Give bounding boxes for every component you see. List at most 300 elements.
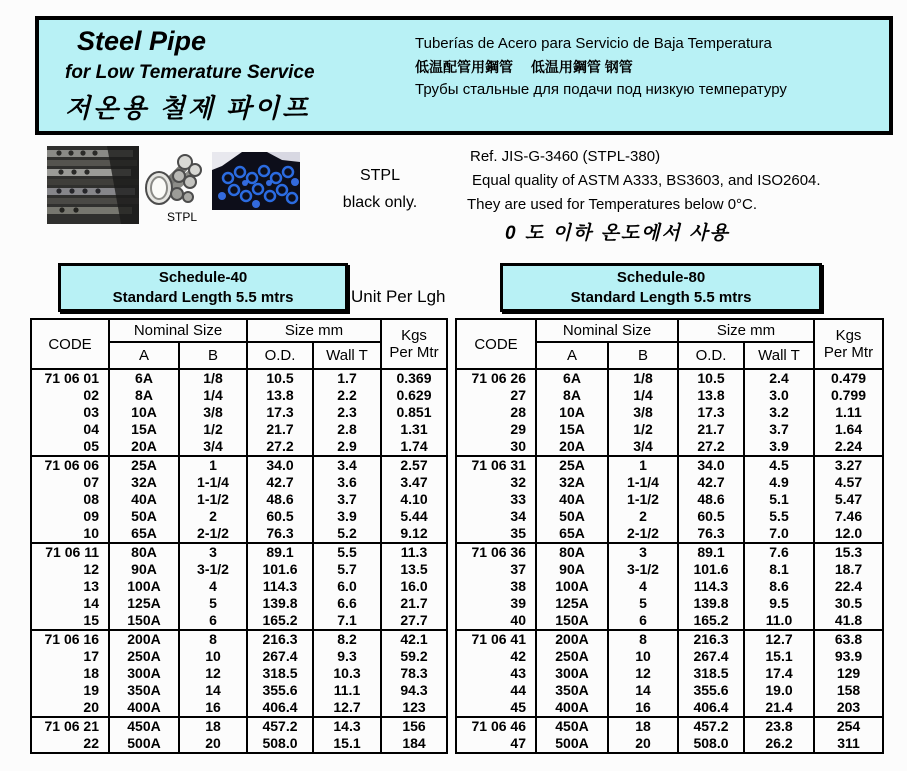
wall-t-cell: 3.2 bbox=[744, 404, 814, 421]
table-row bbox=[31, 612, 447, 630]
nominal-b-cell: 14 bbox=[608, 682, 678, 699]
nominal-a-cell: 90A bbox=[536, 561, 608, 578]
kgs-cell: 158 bbox=[814, 682, 883, 699]
nominal-a-cell: 8A bbox=[109, 387, 179, 404]
wall-t-header: Wall T bbox=[744, 342, 814, 369]
page-subtitle: for Low Temerature Service bbox=[65, 62, 315, 83]
nominal-a-cell: 350A bbox=[536, 682, 608, 699]
page-title: Steel Pipe bbox=[77, 26, 207, 56]
nominal-a-cell: 250A bbox=[536, 648, 608, 665]
wall-t-cell: 9.5 bbox=[744, 595, 814, 612]
nominal-b-cell: 1-1/2 bbox=[608, 491, 678, 508]
code-cell: 27 bbox=[456, 387, 536, 404]
od-cell: 267.4 bbox=[247, 648, 313, 665]
nominal-a-cell: 10A bbox=[109, 404, 179, 421]
code-cell: 20 bbox=[31, 699, 109, 717]
code-cell: 38 bbox=[456, 578, 536, 595]
nominal-a-cell: 80A bbox=[536, 543, 608, 561]
nominal-a-cell: 8A bbox=[536, 387, 608, 404]
code-cell: 40 bbox=[456, 612, 536, 630]
nominal-b-cell: 3 bbox=[608, 543, 678, 561]
kgs-cell: 1.31 bbox=[381, 421, 447, 438]
wall-t-cell: 5.7 bbox=[313, 561, 381, 578]
nominal-a-cell: 200A bbox=[536, 630, 608, 648]
kgs-cell: 0.369 bbox=[381, 369, 447, 387]
code-cell: 32 bbox=[456, 474, 536, 491]
nominal-b-cell: 8 bbox=[179, 630, 247, 648]
table-row bbox=[456, 648, 883, 665]
table-row bbox=[456, 404, 883, 421]
kgs-cell: 30.5 bbox=[814, 595, 883, 612]
wall-t-cell: 23.8 bbox=[744, 717, 814, 735]
od-cell: 101.6 bbox=[678, 561, 744, 578]
nominal-b-cell: 1/4 bbox=[179, 387, 247, 404]
wall-t-cell: 14.3 bbox=[313, 717, 381, 735]
nominal-a-cell: 6A bbox=[109, 369, 179, 387]
nominal-b-cell: 1 bbox=[608, 456, 678, 474]
stacked-pipes-photo bbox=[47, 146, 139, 224]
od-cell: 216.3 bbox=[678, 630, 744, 648]
kgs-cell: 0.629 bbox=[381, 387, 447, 404]
nominal-b-cell: 3/8 bbox=[608, 404, 678, 421]
code-cell: 09 bbox=[31, 508, 109, 525]
nominal-b-cell: 1-1/4 bbox=[179, 474, 247, 491]
table-row bbox=[31, 665, 447, 682]
od-cell: 17.3 bbox=[247, 404, 313, 421]
code-cell: 71 06 46 bbox=[456, 717, 536, 735]
table-row bbox=[456, 369, 883, 387]
kgs-cell: 4.10 bbox=[381, 491, 447, 508]
od-cell: 165.2 bbox=[247, 612, 313, 630]
code-cell: 35 bbox=[456, 525, 536, 543]
table-row bbox=[31, 421, 447, 438]
kgs-cell: 4.57 bbox=[814, 474, 883, 491]
unit-per-length-label: Unit Per Lgh bbox=[351, 287, 446, 306]
table-row bbox=[456, 699, 883, 717]
kgs-cell: 41.8 bbox=[814, 612, 883, 630]
wall-t-cell: 5.2 bbox=[313, 525, 381, 543]
nominal-b-cell: 8 bbox=[608, 630, 678, 648]
od-cell: 355.6 bbox=[247, 682, 313, 699]
wall-t-cell: 26.2 bbox=[744, 735, 814, 753]
kgs-cell: 59.2 bbox=[381, 648, 447, 665]
nominal-b-cell: 5 bbox=[608, 595, 678, 612]
blue-pipes-photo bbox=[212, 152, 300, 210]
nominal-a-cell: 40A bbox=[109, 491, 179, 508]
nominal-a-cell: 15A bbox=[536, 421, 608, 438]
wall-t-cell: 2.3 bbox=[313, 404, 381, 421]
od-header: O.D. bbox=[247, 342, 313, 369]
code-cell: 08 bbox=[31, 491, 109, 508]
table-row bbox=[31, 508, 447, 525]
code-cell: 07 bbox=[31, 474, 109, 491]
table-row bbox=[31, 630, 447, 648]
code-cell: 18 bbox=[31, 665, 109, 682]
schedule-40-header bbox=[58, 263, 348, 312]
wall-t-cell: 2.2 bbox=[313, 387, 381, 404]
wall-t-header: Wall T bbox=[313, 342, 381, 369]
nominal-b-cell: 14 bbox=[179, 682, 247, 699]
wall-t-cell: 7.1 bbox=[313, 612, 381, 630]
nominal-a-cell: 100A bbox=[109, 578, 179, 595]
code-cell: 04 bbox=[31, 421, 109, 438]
od-cell: 76.3 bbox=[247, 525, 313, 543]
od-cell: 17.3 bbox=[678, 404, 744, 421]
nominal-b-cell: 12 bbox=[608, 665, 678, 682]
nominal-a-cell: 125A bbox=[536, 595, 608, 612]
kgs-cell: 16.0 bbox=[381, 578, 447, 595]
table-row bbox=[31, 595, 447, 612]
nominal-a-cell: 100A bbox=[536, 578, 608, 595]
size-mm-header: Size mm bbox=[247, 319, 381, 342]
schedule-40-title: Schedule-40 bbox=[158, 269, 248, 286]
table-row bbox=[31, 578, 447, 595]
od-cell: 457.2 bbox=[247, 717, 313, 735]
table-row bbox=[31, 735, 447, 753]
wall-t-cell: 3.0 bbox=[744, 387, 814, 404]
od-cell: 165.2 bbox=[678, 612, 744, 630]
wall-t-cell: 5.5 bbox=[744, 508, 814, 525]
kgs-cell: 78.3 bbox=[381, 665, 447, 682]
kgs-per-mtr-header bbox=[381, 319, 447, 369]
kgs-cell: 93.9 bbox=[814, 648, 883, 665]
nominal-b-cell: 20 bbox=[179, 735, 247, 753]
code-cell: 44 bbox=[456, 682, 536, 699]
table-row bbox=[456, 387, 883, 404]
code-cell: 43 bbox=[456, 665, 536, 682]
kgs-cell: 9.12 bbox=[381, 525, 447, 543]
nominal-a-cell: 10A bbox=[536, 404, 608, 421]
wall-t-cell: 3.9 bbox=[744, 438, 814, 456]
nominal-a-cell: 150A bbox=[536, 612, 608, 630]
od-cell: 13.8 bbox=[247, 387, 313, 404]
od-cell: 406.4 bbox=[678, 699, 744, 717]
table-row bbox=[31, 717, 447, 735]
code-cell: 37 bbox=[456, 561, 536, 578]
nominal-a-header: A bbox=[109, 342, 179, 369]
table-row bbox=[31, 404, 447, 421]
kgs-cell: 123 bbox=[381, 699, 447, 717]
kgs-cell: 129 bbox=[814, 665, 883, 682]
code-cell: 19 bbox=[31, 682, 109, 699]
nominal-a-cell: 125A bbox=[109, 595, 179, 612]
table-row bbox=[31, 543, 447, 561]
reference-standard: Ref. JIS-G-3460 (STPL-380) bbox=[470, 148, 661, 165]
equal-quality-note: Equal quality of ASTM A333, BS3603, and ISO2604. bbox=[472, 172, 821, 189]
nominal-a-cell: 300A bbox=[536, 665, 608, 682]
wall-t-cell: 9.3 bbox=[313, 648, 381, 665]
code-cell: 42 bbox=[456, 648, 536, 665]
table-row bbox=[456, 543, 883, 561]
wall-t-cell: 3.4 bbox=[313, 456, 381, 474]
nominal-a-cell: 50A bbox=[536, 508, 608, 525]
kgs-cell: 3.27 bbox=[814, 456, 883, 474]
table-row bbox=[31, 682, 447, 699]
code-cell: 30 bbox=[456, 438, 536, 456]
od-cell: 89.1 bbox=[678, 543, 744, 561]
od-cell: 48.6 bbox=[247, 491, 313, 508]
nominal-b-cell: 2 bbox=[608, 508, 678, 525]
table-row bbox=[31, 491, 447, 508]
kgs-cell: 21.7 bbox=[381, 595, 447, 612]
nominal-b-cell: 1/2 bbox=[179, 421, 247, 438]
nominal-b-cell: 16 bbox=[608, 699, 678, 717]
wall-t-cell: 6.0 bbox=[313, 578, 381, 595]
nominal-a-cell: 200A bbox=[109, 630, 179, 648]
table-row bbox=[456, 491, 883, 508]
code-cell: 13 bbox=[31, 578, 109, 595]
wall-t-cell: 2.8 bbox=[313, 421, 381, 438]
od-cell: 355.6 bbox=[678, 682, 744, 699]
kgs-cell: 0.479 bbox=[814, 369, 883, 387]
code-cell: 45 bbox=[456, 699, 536, 717]
code-cell: 71 06 11 bbox=[31, 543, 109, 561]
nominal-b-cell: 2-1/2 bbox=[608, 525, 678, 543]
nominal-b-cell: 1/2 bbox=[608, 421, 678, 438]
nominal-b-cell: 6 bbox=[608, 612, 678, 630]
table-row bbox=[31, 456, 447, 474]
per-mtr-label: Per Mtr bbox=[823, 344, 874, 361]
nominal-a-cell: 500A bbox=[109, 735, 179, 753]
wall-t-cell: 5.1 bbox=[744, 491, 814, 508]
kgs-cell: 18.7 bbox=[814, 561, 883, 578]
wall-t-cell: 6.6 bbox=[313, 595, 381, 612]
code-cell: 71 06 41 bbox=[456, 630, 536, 648]
code-cell: 71 06 21 bbox=[31, 717, 109, 735]
code-cell: 39 bbox=[456, 595, 536, 612]
nominal-b-cell: 2 bbox=[179, 508, 247, 525]
code-column-header: CODE bbox=[31, 319, 109, 369]
od-cell: 42.7 bbox=[247, 474, 313, 491]
nominal-b-cell: 3/8 bbox=[179, 404, 247, 421]
kgs-cell: 0.851 bbox=[381, 404, 447, 421]
nominal-a-cell: 20A bbox=[109, 438, 179, 456]
table-row bbox=[456, 508, 883, 525]
nominal-b-cell: 3 bbox=[179, 543, 247, 561]
table-row bbox=[456, 525, 883, 543]
code-cell: 71 06 36 bbox=[456, 543, 536, 561]
nominal-b-cell: 5 bbox=[179, 595, 247, 612]
od-cell: 10.5 bbox=[247, 369, 313, 387]
nominal-b-cell: 16 bbox=[179, 699, 247, 717]
od-cell: 13.8 bbox=[678, 387, 744, 404]
od-cell: 60.5 bbox=[678, 508, 744, 525]
code-cell: 05 bbox=[31, 438, 109, 456]
wall-t-cell: 17.4 bbox=[744, 665, 814, 682]
page-title-korean: 저온용 철제 파이프 bbox=[65, 93, 311, 123]
nominal-b-cell: 1/4 bbox=[608, 387, 678, 404]
wall-t-cell: 15.1 bbox=[744, 648, 814, 665]
od-cell: 457.2 bbox=[678, 717, 744, 735]
nominal-b-cell: 3/4 bbox=[608, 438, 678, 456]
od-cell: 101.6 bbox=[247, 561, 313, 578]
nominal-a-cell: 400A bbox=[109, 699, 179, 717]
kgs-cell: 1.74 bbox=[381, 438, 447, 456]
nominal-a-cell: 500A bbox=[536, 735, 608, 753]
usage-note: They are used for Temperatures below 0°C. bbox=[467, 196, 758, 213]
od-cell: 318.5 bbox=[678, 665, 744, 682]
od-cell: 27.2 bbox=[247, 438, 313, 456]
table-row bbox=[456, 682, 883, 699]
wall-t-cell: 4.9 bbox=[744, 474, 814, 491]
nominal-a-cell: 6A bbox=[536, 369, 608, 387]
stpl-grade-label: STPL bbox=[359, 167, 400, 184]
pipe-ends-photo bbox=[143, 150, 205, 210]
kgs-cell: 42.1 bbox=[381, 630, 447, 648]
table-row bbox=[456, 717, 883, 735]
od-cell: 21.7 bbox=[678, 421, 744, 438]
code-cell: 47 bbox=[456, 735, 536, 753]
kgs-cell: 3.47 bbox=[381, 474, 447, 491]
od-cell: 114.3 bbox=[678, 578, 744, 595]
table-row bbox=[31, 648, 447, 665]
nominal-a-cell: 90A bbox=[109, 561, 179, 578]
nominal-b-cell: 10 bbox=[179, 648, 247, 665]
kgs-cell: 12.0 bbox=[814, 525, 883, 543]
wall-t-cell: 3.7 bbox=[313, 491, 381, 508]
od-cell: 34.0 bbox=[247, 456, 313, 474]
nominal-a-header: A bbox=[536, 342, 608, 369]
od-cell: 318.5 bbox=[247, 665, 313, 682]
kgs-cell: 5.44 bbox=[381, 508, 447, 525]
wall-t-cell: 12.7 bbox=[744, 630, 814, 648]
code-cell: 02 bbox=[31, 387, 109, 404]
nominal-b-cell: 1/8 bbox=[608, 369, 678, 387]
wall-t-cell: 3.6 bbox=[313, 474, 381, 491]
table-row bbox=[456, 421, 883, 438]
kgs-cell: 203 bbox=[814, 699, 883, 717]
table-row bbox=[456, 612, 883, 630]
kgs-cell: 2.24 bbox=[814, 438, 883, 456]
code-cell: 28 bbox=[456, 404, 536, 421]
table-row bbox=[31, 387, 447, 404]
od-cell: 139.8 bbox=[247, 595, 313, 612]
code-cell: 10 bbox=[31, 525, 109, 543]
kgs-cell: 184 bbox=[381, 735, 447, 753]
wall-t-cell: 7.0 bbox=[744, 525, 814, 543]
code-cell: 29 bbox=[456, 421, 536, 438]
kgs-cell: 1.11 bbox=[814, 404, 883, 421]
code-column-header: CODE bbox=[456, 319, 536, 369]
nominal-a-cell: 80A bbox=[109, 543, 179, 561]
schedule-40-table bbox=[30, 318, 448, 754]
nominal-a-cell: 400A bbox=[536, 699, 608, 717]
nominal-b-cell: 6 bbox=[179, 612, 247, 630]
nominal-b-cell: 12 bbox=[179, 665, 247, 682]
table-row bbox=[456, 578, 883, 595]
kgs-cell: 5.47 bbox=[814, 491, 883, 508]
od-cell: 406.4 bbox=[247, 699, 313, 717]
table-row bbox=[456, 595, 883, 612]
title-russian: Трубы стальные для подачи под низкую температуру bbox=[415, 81, 787, 99]
kgs-cell: 63.8 bbox=[814, 630, 883, 648]
wall-t-cell: 4.5 bbox=[744, 456, 814, 474]
wall-t-cell: 1.7 bbox=[313, 369, 381, 387]
nominal-b-cell: 3-1/2 bbox=[179, 561, 247, 578]
od-cell: 508.0 bbox=[678, 735, 744, 753]
nominal-a-cell: 150A bbox=[109, 612, 179, 630]
table-row bbox=[31, 438, 447, 456]
kgs-cell: 1.64 bbox=[814, 421, 883, 438]
nominal-a-cell: 250A bbox=[109, 648, 179, 665]
nominal-b-cell: 1-1/4 bbox=[608, 474, 678, 491]
table-row bbox=[456, 474, 883, 491]
od-cell: 34.0 bbox=[678, 456, 744, 474]
nominal-size-header: Nominal Size bbox=[109, 319, 247, 342]
kgs-cell: 7.46 bbox=[814, 508, 883, 525]
wall-t-cell: 8.2 bbox=[313, 630, 381, 648]
nominal-size-header: Nominal Size bbox=[536, 319, 678, 342]
nominal-a-cell: 450A bbox=[109, 717, 179, 735]
wall-t-cell: 7.6 bbox=[744, 543, 814, 561]
wall-t-cell: 19.0 bbox=[744, 682, 814, 699]
nominal-b-cell: 10 bbox=[608, 648, 678, 665]
od-cell: 267.4 bbox=[678, 648, 744, 665]
od-cell: 10.5 bbox=[678, 369, 744, 387]
od-cell: 21.7 bbox=[247, 421, 313, 438]
code-cell: 71 06 01 bbox=[31, 369, 109, 387]
nominal-a-cell: 65A bbox=[536, 525, 608, 543]
od-cell: 89.1 bbox=[247, 543, 313, 561]
wall-t-cell: 5.5 bbox=[313, 543, 381, 561]
kgs-cell: 156 bbox=[381, 717, 447, 735]
nominal-a-cell: 450A bbox=[536, 717, 608, 735]
table-row bbox=[456, 561, 883, 578]
wall-t-cell: 8.6 bbox=[744, 578, 814, 595]
code-cell: 34 bbox=[456, 508, 536, 525]
schedule-40-subtitle: Standard Length 5.5 mtrs bbox=[112, 289, 294, 306]
od-cell: 76.3 bbox=[678, 525, 744, 543]
kgs-cell: 2.57 bbox=[381, 456, 447, 474]
nominal-b-cell: 1/8 bbox=[179, 369, 247, 387]
nominal-a-cell: 15A bbox=[109, 421, 179, 438]
code-cell: 14 bbox=[31, 595, 109, 612]
table-row bbox=[31, 561, 447, 578]
schedule-80-table bbox=[455, 318, 884, 754]
nominal-b-cell: 3/4 bbox=[179, 438, 247, 456]
nominal-a-cell: 50A bbox=[109, 508, 179, 525]
code-cell: 71 06 06 bbox=[31, 456, 109, 474]
usage-note-korean: 0 도 이하 온도에서 사용 bbox=[505, 223, 730, 244]
kgs-cell: 15.3 bbox=[814, 543, 883, 561]
od-cell: 48.6 bbox=[678, 491, 744, 508]
od-cell: 27.2 bbox=[678, 438, 744, 456]
kgs-cell: 311 bbox=[814, 735, 883, 753]
nominal-a-cell: 20A bbox=[536, 438, 608, 456]
table-row bbox=[456, 456, 883, 474]
nominal-a-cell: 25A bbox=[536, 456, 608, 474]
wall-t-cell: 2.9 bbox=[313, 438, 381, 456]
od-cell: 216.3 bbox=[247, 630, 313, 648]
schedule-80-subtitle: Standard Length 5.5 mtrs bbox=[570, 289, 752, 306]
title-spanish: Tuberías de Acero para Servicio de Baja Temperatura bbox=[415, 35, 772, 52]
table-row bbox=[456, 665, 883, 682]
code-cell: 22 bbox=[31, 735, 109, 753]
nominal-a-cell: 32A bbox=[109, 474, 179, 491]
kgs-cell: 27.7 bbox=[381, 612, 447, 630]
od-header: O.D. bbox=[678, 342, 744, 369]
wall-t-cell: 21.4 bbox=[744, 699, 814, 717]
code-cell: 33 bbox=[456, 491, 536, 508]
nominal-a-cell: 65A bbox=[109, 525, 179, 543]
table-row bbox=[31, 369, 447, 387]
kgs-cell: 0.799 bbox=[814, 387, 883, 404]
wall-t-cell: 12.7 bbox=[313, 699, 381, 717]
nominal-b-cell: 18 bbox=[179, 717, 247, 735]
kgs-cell: 11.3 bbox=[381, 543, 447, 561]
wall-t-cell: 8.1 bbox=[744, 561, 814, 578]
schedule-80-header bbox=[500, 263, 822, 312]
